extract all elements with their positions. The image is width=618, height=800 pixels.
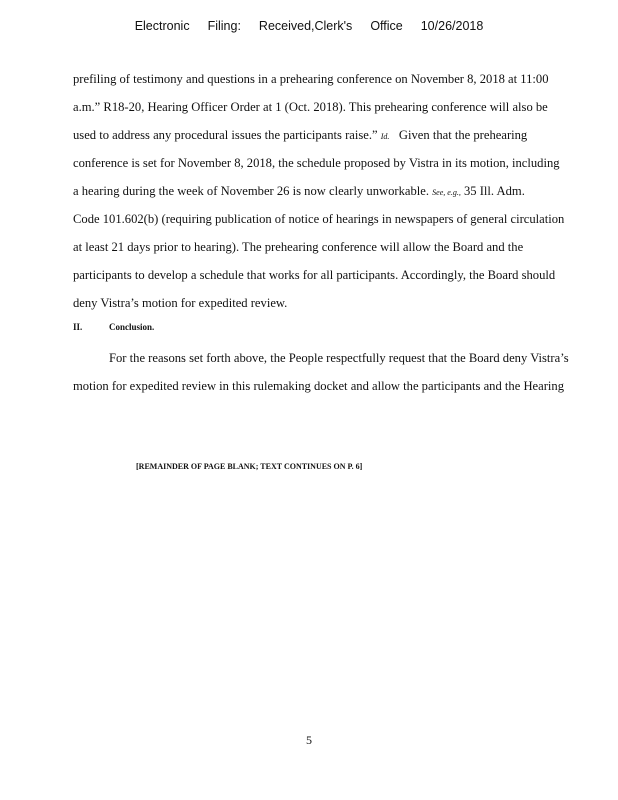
paragraph-1-line-9: deny Vistra’s motion for expedited review. bbox=[73, 296, 288, 310]
section-heading bbox=[73, 322, 154, 332]
paragraph-1-line-8: participants to develop a schedule that works for all participants. Accordingly, the Board should bbox=[73, 268, 556, 282]
filing-stamp-header bbox=[0, 19, 618, 33]
paragraph-1-line-5-tail: 35 Ill. Adm. bbox=[463, 184, 525, 198]
header-electronic: Electronic bbox=[134, 19, 190, 33]
header-date: 10/26/2018 bbox=[420, 19, 484, 33]
paragraph-2 bbox=[73, 344, 605, 400]
paragraph-1-line-3-text: used to address any procedural issues the participants raise.” bbox=[73, 128, 378, 142]
header-filing: Filing: bbox=[207, 19, 241, 33]
section-number: II. bbox=[73, 322, 83, 332]
paragraph-1-line-6: Code 101.602(b) (requiring publication of notice of hearings in newspapers of general circulation bbox=[73, 212, 565, 226]
paragraph-1-line-5-text: a hearing during the week of November 26 is now clearly unworkable. bbox=[73, 184, 430, 198]
paragraph-1-line-2: a.m.” R18-20, Hearing Officer Order at 1 (Oct. 2018). This prehearing conference will also be bbox=[73, 100, 548, 114]
page-number: 5 bbox=[306, 733, 312, 747]
header-office: Office bbox=[370, 19, 403, 33]
paragraph-1-line-5 bbox=[73, 177, 605, 205]
header-received: Received,Clerk's bbox=[258, 19, 353, 33]
paragraph-2-line-2: motion for expedited review in this rulemaking docket and allow the participants and the Hearing bbox=[73, 379, 565, 393]
paragraph-1-line-3 bbox=[73, 121, 605, 149]
paragraph-1-line-3-tail: Given that the prehearing bbox=[398, 128, 528, 142]
paragraph-1-line-1: prefiling of testimony and questions in a prehearing conference on November 8, 2018 at 11:00 bbox=[73, 72, 549, 86]
section-title: Conclusion. bbox=[109, 322, 155, 332]
paragraph-1 bbox=[73, 65, 605, 317]
id-citation: Id. bbox=[380, 132, 390, 141]
paragraph-1-line-7: at least 21 days prior to hearing). The prehearing conference will allow the Board and the bbox=[73, 240, 524, 254]
paragraph-2-line-1: For the reasons set forth above, the People respectfully request that the Board deny Vistra’s bbox=[109, 351, 569, 365]
remainder-blank-notice: [REMAINDER OF PAGE BLANK; TEXT CONTINUES ON P. 6] bbox=[136, 462, 363, 471]
see-eg-citation: See, e.g., bbox=[432, 188, 461, 197]
paragraph-1-line-4: conference is set for November 8, 2018, the schedule proposed by Vistra in its motion, including bbox=[73, 156, 560, 170]
